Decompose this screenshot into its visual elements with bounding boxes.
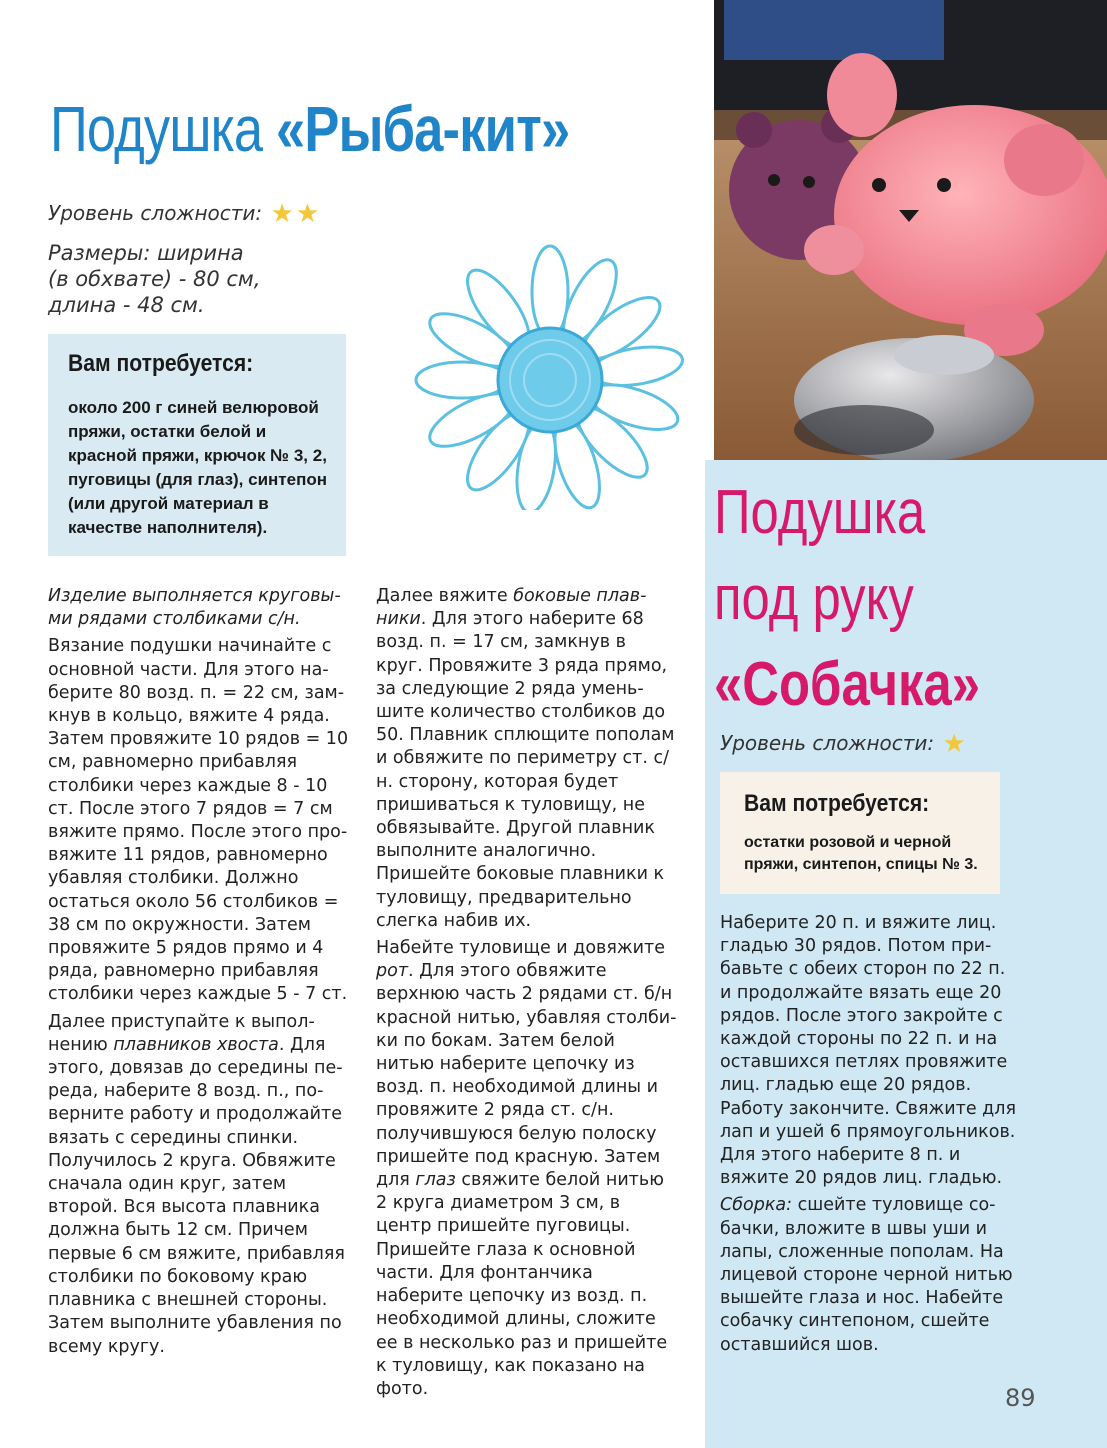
difficulty-label: Уровень сложности: — [48, 201, 263, 225]
difficulty-label: Уровень сложности: — [720, 731, 935, 755]
star-icon: ★ — [295, 199, 320, 229]
paragraph-italic: рот — [376, 961, 409, 982]
sizes-line: длина - 48 см. — [48, 293, 205, 317]
paragraph — [376, 937, 678, 1401]
materials-line: (или другой материал в — [68, 494, 269, 513]
title-bold: «Рыба-кит» — [276, 93, 570, 165]
paragraph-part: свяжите белой нитью 2 круга диаметром 3 см, в центр пришейте пуговицы. Пришейте глаза к основной части. Для фонтанчика наберите цепочку из возд. п. необходимой длины, сложите ее в несколько раз и пришейте к туловищу, как показано на фото. — [376, 1170, 668, 1399]
paragraph: Наберите 20 п. и вяжите лиц. гладью 30 рядов. Потом прибавьте с обеих сторон по 22 п. и продолжайте вязать еще 20 рядов. После этого закройте с каждой стороны по 22 п. и на оставшихся петлях провяжите лиц. гладью еще 20 рядов. Работу закончите. Свяжите для лап и ушей 6 прямоугольников. Для этого наберите 8 п. и вяжите 20 рядов лиц. гладью. — [720, 913, 1016, 1189]
materials-title: Вам потребуется: — [68, 350, 254, 377]
materials-line: около 200 г синей велюровой — [68, 398, 319, 417]
title-fish-whale — [50, 92, 569, 166]
sizes-line: Размеры: ширина — [48, 241, 244, 265]
sizes — [48, 240, 260, 318]
paragraph — [376, 585, 678, 933]
paragraph-italic: боковые плавники — [376, 586, 647, 630]
flower-illustration — [410, 240, 700, 510]
materials-line: пуговицы (для глаз), синтепон — [68, 470, 328, 489]
title-line: «Собачка» — [714, 650, 980, 719]
column-3 — [720, 912, 1020, 1361]
title-line: под руку — [714, 564, 914, 633]
materials-line: пряжи, остатки белой и — [68, 422, 267, 441]
materials-line: остатки розовой и черной — [744, 834, 952, 851]
intro-text: Изделие выполняется круговы- ми рядами столбиками с/н. — [48, 586, 341, 630]
paragraph-italic: глаз — [415, 1170, 456, 1191]
materials-line: пряжи, синтепон, спицы № 3. — [744, 856, 978, 873]
paragraph-part: Далее приступайте к выполнению — [48, 1011, 315, 1055]
column-1 — [48, 585, 353, 1363]
paragraph-part: . Для этого обвяжите верхнюю часть 2 рядами ст. б/н красной нитью, убавляя столбики по бокам. Затем белой нитью наберите цепочку из возд. п. необходимой длины и провяжите 2 ряда ст. с/н. получившуюся белую полоску пришейте под красную. Затем для — [376, 961, 677, 1191]
materials-box — [48, 334, 346, 556]
paragraph-part: . Для этого наберите 68 возд. п. = 17 см, замкнув в круг. Провяжите 3 ряда прямо, за следующие 2 ряда уменьшите количество столбиков до 50. Плавник сплющите пополам и обвяжите по периметру ст. с/н. сторону, которая будет пришиваться к туловищу, не обвязывайте. Другой плавник выполните аналогично. Пришейте боковые плавники к туловищу, предварительно слегка набив их. — [376, 609, 675, 931]
column-2 — [376, 585, 678, 1405]
title-prefix: Подушка — [50, 93, 277, 165]
star-icon: ★ — [942, 729, 966, 759]
paragraph — [720, 1194, 1020, 1356]
paragraph-italic: Сборка: — [720, 1195, 793, 1216]
paragraph-part: Набейте туловище и довяжите — [376, 938, 665, 959]
paragraph-part: . Для этого, довязав до середины переда, наберите 8 возд. п., поверните работу и продолжайте вязать с середины спинки. Получилось 2 круга. Обвяжите сначала один круг, затем второй. Вся высота плавника должна быть 12 см. Причем первые 6 см вяжите, прибавляя столбики по боковому краю плавника с внешней стороны. Затем выполните убавления по всему кругу. — [48, 1034, 345, 1357]
sizes-line: (в обхвате) - 80 см, — [48, 267, 261, 291]
title-line: Подушка — [714, 478, 926, 547]
materials-line: качестве наполнителя). — [68, 518, 268, 537]
title-dog-pillow — [714, 470, 980, 728]
paragraph-italic: плавников хвоста — [113, 1034, 279, 1055]
materials-box — [720, 772, 1000, 894]
paragraph-part: сшейте туловище собачки, вложите в швы уши и лапы, сложенные пополам. На лицевой стороне черной нитью вышейте глаза и нос. Набейте собачку синтепоном, сшейте оставшийся шов. — [720, 1195, 1013, 1355]
paragraph — [48, 1011, 353, 1359]
materials-title: Вам потребуется: — [744, 790, 930, 817]
materials-line: красной пряжи, крючок № 3, 2, — [68, 446, 327, 465]
paragraph-part: Далее вяжите — [376, 586, 514, 606]
crochet-toy-photo — [714, 0, 1107, 460]
difficulty-level — [720, 731, 966, 757]
paragraph: Вязание подушки начинайте с основной части. Для этого наберите 80 возд. п. = 22 см, замкнув в кольцо, вяжите 4 ряда. Затем провяжите 10 рядов = 10 см, равномерно прибавляя столбики через каждые 8 - 10 ст. После этого 7 рядов = 7 см вяжите прямо. После этого провяжите 11 рядов, равномерно убавляя столбики. Должно остаться около 56 столбиков = 38 см по окружности. Затем провяжите 5 рядов прямо и 4 ряда, равномерно прибавляя столбики через каждые 5 - 7 ст. — [48, 636, 349, 1005]
difficulty-level — [48, 201, 319, 227]
page-number: 89 — [1005, 1384, 1036, 1412]
star-icon: ★ — [270, 199, 294, 229]
